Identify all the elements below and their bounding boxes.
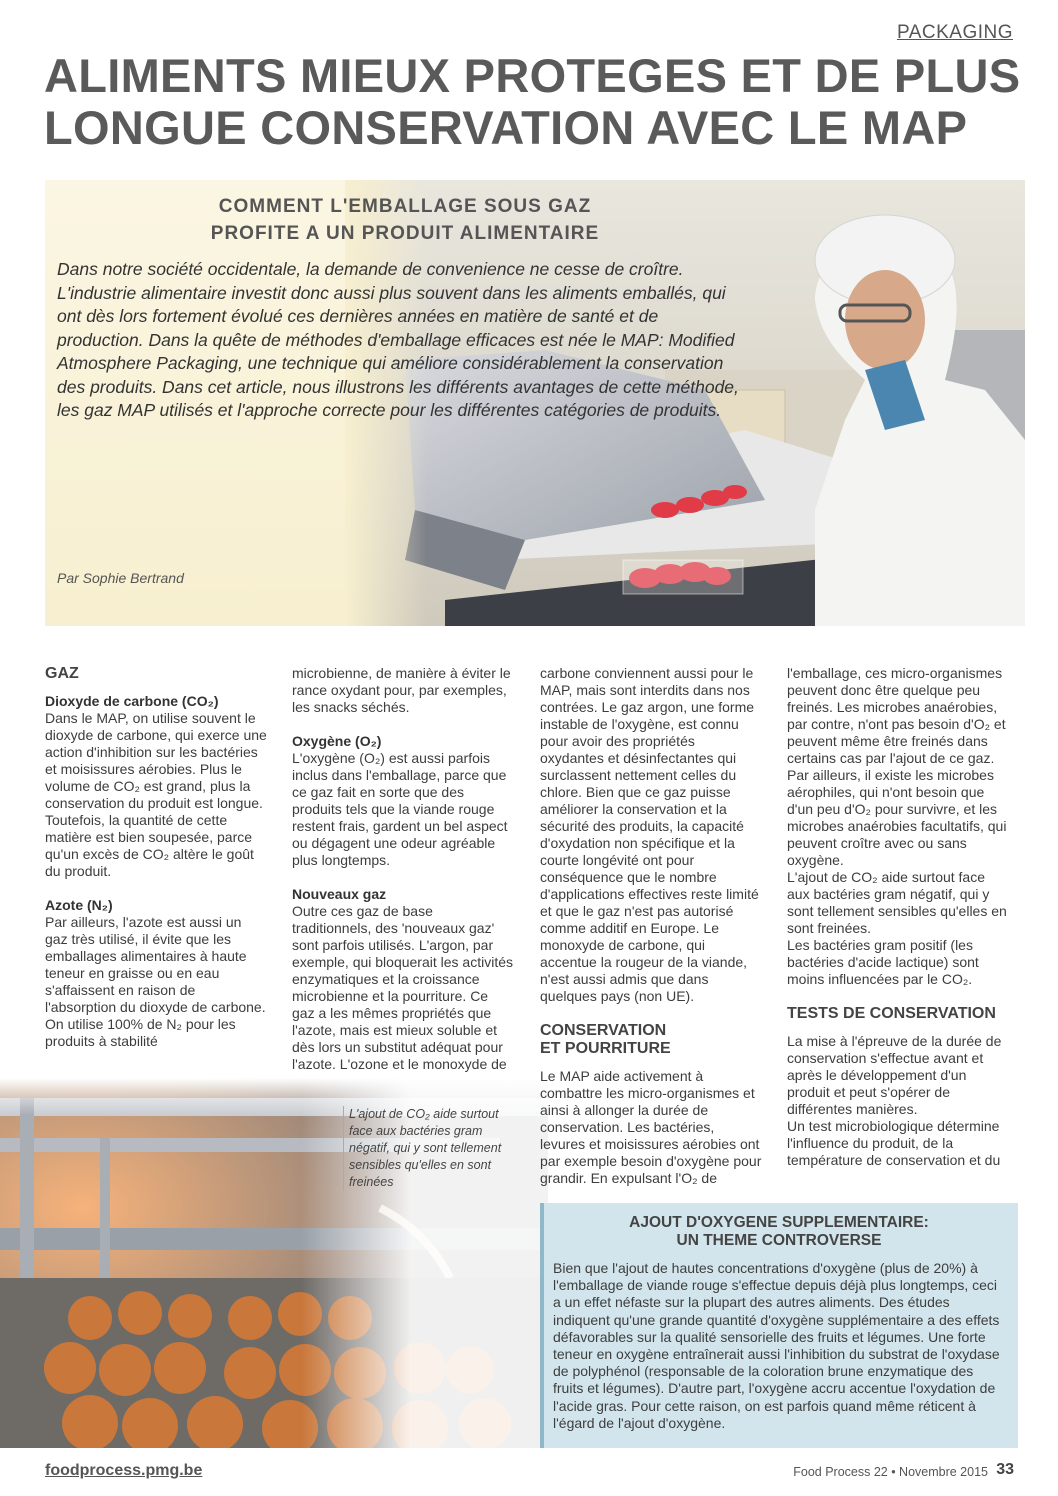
heading-conservation	[540, 1022, 762, 1058]
paragraph-gram-negatif: L'ajout de CO₂ aide surtout face aux bactéries gram négatif, qui y sont tellement sensibles qu'elles en sont freinées.	[787, 869, 1007, 936]
column-2	[292, 665, 514, 1073]
paragraph-continuation: microbienne, de manière à éviter le rance oxydant pour, par exemples, les snacks séchés.	[292, 665, 511, 715]
page-number: 33	[996, 1461, 1014, 1478]
paragraph-nouveaux-gaz: Outre ces gaz de base traditionnels, des 'nouveaux gaz' sont parfois utilisés. L'argon, par exemple, qui bloquerait les activités enzymatiques et la croissance microbienne et la pourriture. Ce gaz a les mêmes propriétés que l'azote, mais est mieux soluble et dès lors un substitut adéquat pour l'azote. L'ozone et le monoxyde de	[292, 903, 514, 1072]
boxout-heading-line-1: AJOUT D'OXYGENE SUPPLEMENTAIRE:	[629, 1214, 929, 1231]
heading-conservation-line-1: CONSERVATION	[540, 1022, 667, 1039]
boxout-paragraph: Bien que l'ajout de hautes concentrations d'oxygène (plus de 20%) à l'emballage de viande rouge s'effectue depuis déjà plus longtemps, ceci a un effet néfaste sur la plupart des autres aliments. Des études indiquent qu'une grande quantité d'oxygène supplémentaire a des effets défavorables sur la qualité sensorielle des fruits et légumes. Une forte teneur en oxygène entraînerait aussi l'inhibition du substrat de l'oxydase de polyphénol (responsable de la coloration brune enzymatique des fruits et légumes). D'autre part, l'oxygène accru accentue l'oxydation de l'acide gras. Pour cette raison, on est parfois quand même réticent à l'égard de l'ajout d'oxygène.	[553, 1260, 1000, 1431]
article-title	[44, 50, 1024, 154]
byline: Par Sophie Bertrand	[57, 570, 184, 586]
footer-issue: Food Process 22 • Novembre 2015	[793, 1465, 988, 1479]
column-3	[540, 665, 762, 1187]
boxout-heading-line-2: UN THEME CONTROVERSE	[676, 1232, 882, 1249]
paragraph-gaz-continuation: carbone conviennent aussi pour le MAP, mais sont interdits dans nos contrées. Le gaz argon, une forme instable de l'oxygène, est connu pour avoir des propriétés oxydantes et désinfectantes qui surclassent nettement celles du chlore. Bien que ce gaz puisse améliorer la conservation et la sécurité des produits, la capacité d'oxydation non spécifique et la courte longévité ont pour conséquence que le nombre d'applications effectives reste limité et que le gaz n'est pas autorisé comme additif en Europe. Le monoxyde de carbone, qui accentue la rougeur de la viande, n'est aussi admis que dans quelques pays (non UE).	[540, 665, 759, 1004]
intro-paragraph: Dans notre société occidentale, la demande de convenience ne cesse de croître. L'industrie alimentaire investit donc aussi plus souvent dans les aliments emballés, qui ont dès lors fortement évolué ces dernières années en matière de santé et de production. Dans la quête de méthodes d'emballage efficaces est née le MAP: Modified Atmosphere Packaging, une technique qui améliore considérablement la conservation des produits. Dans cet article, nous illustrons les différents avantages de cette méthode, les gaz MAP utilisés et l'approche correcte pour les différentes catégories de produits.	[57, 259, 739, 420]
paragraph-azote: Par ailleurs, l'azote est aussi un gaz très utilisé, il évite que les emballages alimentaires à haute teneur en graisse ou en eau s'affaissent en raison de l'absorption du dioxyde de carbone. On utilise 100% de N₂ pour les produits à stabilité	[45, 914, 266, 1049]
paragraph-gram-positif: Les bactéries gram positif (les bactéries d'acide lactique) sont moins influencées par le CO₂.	[787, 937, 979, 987]
footer-url-link[interactable]: foodprocess.pmg.be	[45, 1462, 203, 1479]
column-4	[787, 665, 1009, 1169]
boxout-body	[553, 1260, 1005, 1432]
subheading-nouveaux-gaz: Nouveaux gaz	[292, 886, 387, 902]
column-1	[45, 665, 267, 1050]
title-line-2: LONGUE CONSERVATION AVEC LE MAP	[44, 101, 968, 154]
paragraph-co2: Dans le MAP, on utilise souvent le dioxyde de carbone, qui exerce une action d'inhibition sur les bactéries et moisissures aérobies. Plus le volume de CO₂ est grand, plus la conservation du produit est longue. Toutefois, la quantité de cette matière est bien soupesée, parce qu'un excès de CO₂ altère le goût du produit.	[45, 710, 267, 879]
title-line-1: ALIMENTS MIEUX PROTEGES ET DE PLUS	[44, 49, 1021, 102]
intro-lede	[57, 258, 747, 423]
paragraph-test-microbio: Un test microbiologique détermine l'influence du produit, de la température de conservation et du	[787, 1118, 1001, 1168]
intro-heading	[45, 193, 765, 247]
intro-heading-line-2: PROFITE A UN PRODUIT ALIMENTAIRE	[210, 223, 600, 244]
boxout-heading	[544, 1214, 1014, 1250]
subheading-azote: Azote (N₂)	[45, 897, 113, 913]
heading-gaz: GAZ	[45, 665, 79, 682]
photo-caption: L'ajout de CO₂ aide surtout face aux bactéries gram négatif, qui y sont tellement sensibles qu'elles en sont freinées	[343, 1106, 509, 1191]
paragraph-oxygene: L'oxygène (O₂) est aussi parfois inclus dans l'emballage, parce que ce gaz fait en sorte que des produits tels que la viande rouge restent frais, gardent un bel aspect ou dégagent une odeur agréable plus longtemps.	[292, 750, 508, 868]
intro-heading-line-1: COMMENT L'EMBALLAGE SOUS GAZ	[218, 196, 592, 217]
paragraph-microbes: l'emballage, ces micro-organismes peuvent donc être quelque peu freinés. Les microbes anaérobies, par contre, n'ont pas besoin d'O₂ et peuvent même être freinés dans certains cas par l'ajout de ce gaz. Par ailleurs, il existe les microbes aérophiles, qui n'ont besoin que d'un peu d'O₂ pour survivre, et les microbes anaérobies facultatifs, qui peuvent croître avec ou sans oxygène.	[787, 665, 1007, 868]
section-tag: PACKAGING	[896, 22, 1013, 43]
paragraph-tests: La mise à l'épreuve de la durée de conservation s'effectue avant et après le développement d'un produit et peut s'opérer de différentes manières.	[787, 1033, 1002, 1117]
heading-conservation-line-2: ET POURRITURE	[540, 1040, 671, 1057]
subheading-oxygene: Oxygène (O₂)	[292, 733, 382, 749]
paragraph-conservation: Le MAP aide activement à combattre les micro-organismes et ainsi à allonger la durée de conservation. Les bactéries, levures et moisissures aérobies ont par exemple besoin d'oxygène pour grandir. En expulsant l'O₂ de	[540, 1068, 762, 1186]
heading-tests: TESTS DE CONSERVATION	[787, 1005, 996, 1022]
subheading-co2: Dioxyde de carbone (CO₂)	[45, 693, 219, 709]
